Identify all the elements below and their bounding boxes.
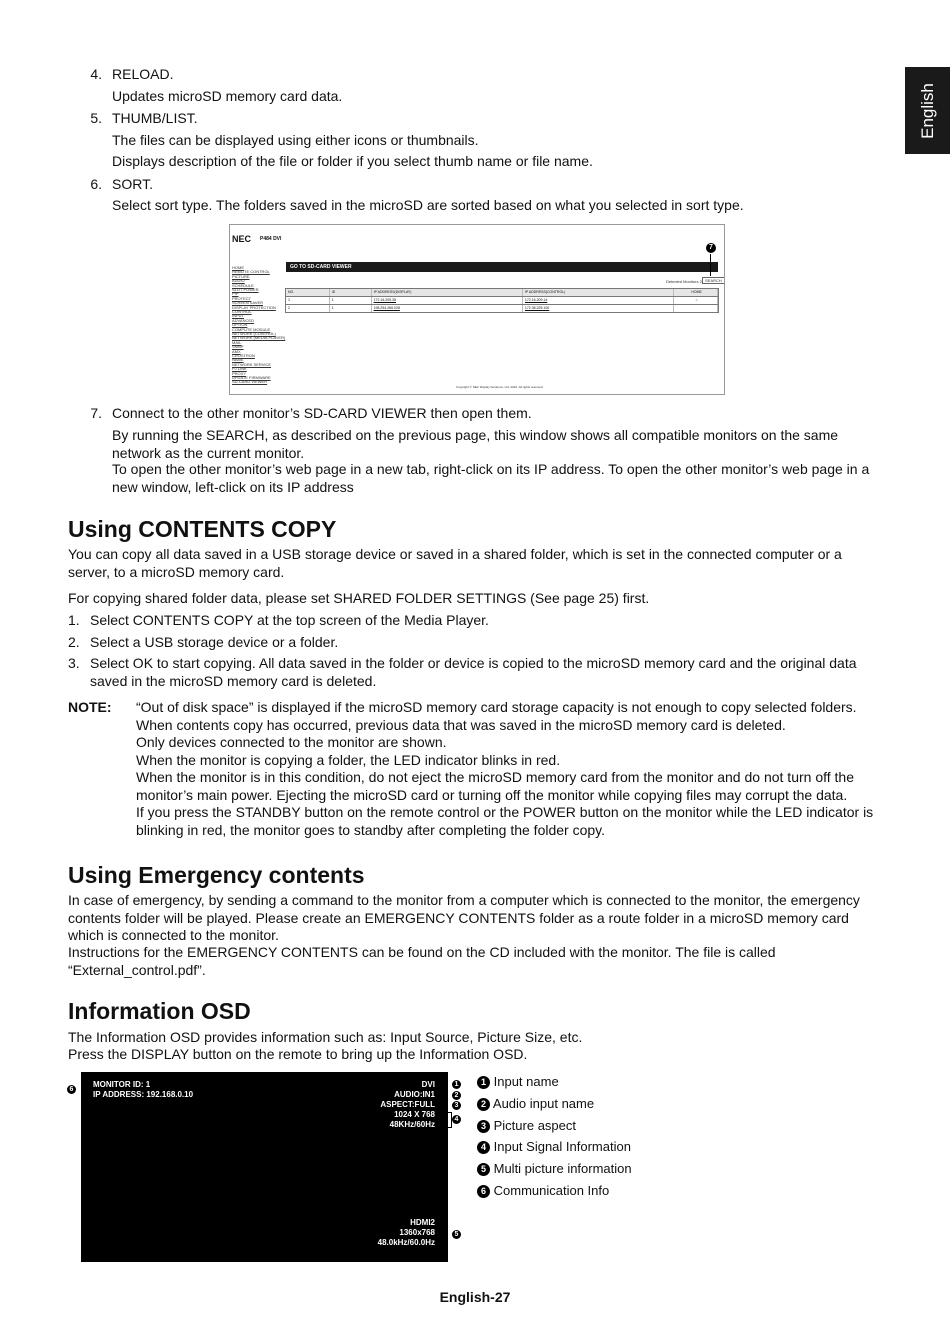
note-label: NOTE: — [68, 699, 112, 715]
table-cell — [674, 305, 718, 312]
table-header-cell: NO. — [286, 289, 330, 296]
list-item: 1 Input name — [477, 1071, 632, 1093]
nav-menu-item[interactable]: PJ LINK — [232, 366, 247, 372]
section-heading: Using Emergency contents — [68, 862, 365, 888]
number-2-icon: 2 — [477, 1098, 490, 1111]
table-cell: ○ — [674, 297, 718, 304]
number-5-icon: 5 — [477, 1163, 490, 1176]
callout-1-icon: 1 — [452, 1080, 461, 1089]
osd-legend — [477, 1071, 632, 1202]
callout-badge: 7 — [706, 243, 716, 253]
list-item: 4 Input Signal Information — [477, 1136, 632, 1158]
nav-menu-item[interactable]: PICTURE — [232, 273, 250, 279]
sd-card-viewer-screenshot: NEC P484 DVI GO TO SD-CARD VIEWER 7 Detected Monitors 2 SEARCH HOME REMOTE CONTROL PICTURE AUDIO SCHEDULE SLOT POWER PIP PROTECT SCREEN SAVER DISPLAY PROTECTION CONTROL INPUT ADVANCED OPTION COMPUTE MODULE NETWORK (CONTROL) NETWORK (MEDIA PLAYER) MAIL SNMP AMX CROSTRON NAME NETWORK SERVICE PJ LINK PROXY UPDATE FIRMWARE SD-CARD VIEWER NO. ID IP ADDRESS(DISPLAY) IP ADDRESS(CONTROL) HOME 1 1 172.16.209.35 172.16.209.14 ○ 2 1 198.254.266.028 172.35.225.100 Copyright © NEC Display Solutions, Ltd. 2016. All rights reserved. — [229, 224, 725, 395]
list-item: 2 Audio input name — [477, 1093, 632, 1115]
nav-menu-item[interactable]: SNMP — [232, 344, 244, 350]
nav-menu-item[interactable]: UPDATE FIRMWARE — [232, 375, 271, 380]
table-cell: 2 — [286, 305, 330, 312]
table-header-cell: IP ADDRESS(CONTROL) — [523, 289, 674, 296]
callout-5-icon: 5 — [452, 1230, 461, 1239]
callout-4-icon: 4 — [452, 1115, 461, 1124]
callout-6-icon: 6 — [67, 1085, 76, 1094]
nav-menu-item[interactable]: NETWORK (CONTROL) — [232, 331, 276, 336]
nav-menu-item[interactable]: SCHEDULE — [232, 282, 254, 288]
table-header-cell: HOME — [674, 289, 718, 296]
number-3-icon: 3 — [477, 1120, 490, 1133]
osd-input-info: DVI AUDIO:IN1 ASPECT:FULL 1024 X 768 48KHz/60Hz — [380, 1080, 435, 1129]
monitor-table — [285, 288, 719, 313]
nav-menu-item[interactable]: HOME — [232, 265, 244, 270]
number-4-icon: 4 — [477, 1141, 490, 1154]
table-header-cell: ID — [330, 289, 372, 296]
nav-menu-item[interactable]: AUDIO — [232, 278, 245, 284]
table-row — [285, 305, 719, 313]
osd-multi-picture-info: HDMI2 1360x768 48.0kHz/60.0Hz — [377, 1218, 435, 1247]
table-cell[interactable]: 172.35.225.100 — [523, 305, 674, 312]
nav-menu-item[interactable]: OPTION — [232, 322, 248, 328]
banner: GO TO SD-CARD VIEWER — [286, 262, 718, 272]
table-cell[interactable]: 198.254.266.028 — [372, 305, 523, 312]
table-header-cell: IP ADDRESS(DISPLAY) — [372, 289, 523, 296]
list-item: 6 Communication Info — [477, 1180, 632, 1202]
nav-menu-item[interactable]: CONTROL — [232, 309, 252, 314]
section-heading: Information OSD — [68, 998, 251, 1024]
search-button[interactable]: SEARCH — [702, 277, 725, 284]
language-tab: English — [905, 67, 950, 154]
nav-menu-item[interactable]: NAME — [232, 357, 244, 363]
nav-menu-item[interactable]: NETWORK SERVICE — [232, 361, 272, 367]
table-cell[interactable]: 172.16.209.14 — [523, 297, 674, 304]
table-cell: 1 — [330, 305, 372, 312]
nav-menu-item[interactable]: REMOTE CONTROL — [232, 269, 270, 275]
table-cell: 1 — [330, 297, 372, 304]
nav-menu-item[interactable]: SD-CARD VIEWER — [232, 379, 268, 385]
callout-2-icon: 2 — [452, 1091, 461, 1100]
nav-menu-item[interactable]: CROSTRON — [232, 353, 255, 358]
nav-menu-item[interactable]: PROXY — [232, 370, 247, 376]
table-row — [285, 297, 719, 305]
information-osd — [81, 1072, 448, 1262]
nav-menu-item[interactable]: NETWORK (MEDIA PLAYER) — [232, 335, 286, 341]
nav-menu-item[interactable]: ADVANCED — [232, 317, 254, 323]
nav-menu-item[interactable]: COMPUTE MODULE — [232, 326, 271, 332]
nec-logo: NEC — [232, 234, 252, 244]
list-item: 5 Multi picture information — [477, 1158, 632, 1180]
nav-menu-item[interactable]: PROTECT — [232, 295, 252, 301]
nav-menu-item[interactable]: SCREEN SAVER — [232, 300, 264, 306]
list-item: 3 Picture aspect — [477, 1115, 632, 1137]
section-heading: Using CONTENTS COPY — [68, 516, 337, 542]
table-cell[interactable]: 172.16.209.35 — [372, 297, 523, 304]
nav-menu-item[interactable]: AMX — [232, 348, 241, 354]
table-header-row — [285, 288, 719, 297]
callout-3-icon: 3 — [452, 1101, 461, 1110]
number-6-icon: 6 — [477, 1185, 490, 1198]
nav-menu-item[interactable]: MAIL — [232, 339, 242, 345]
nav-menu-item[interactable]: DISPLAY PROTECTION — [232, 304, 276, 310]
page-number: English-27 — [439, 1289, 511, 1305]
nav-menu-item[interactable]: PIP — [232, 291, 239, 297]
note-body: “Out of disk space” is displayed if the microSD memory card storage capacity is not enough to copy selected folders. When contents copy has occurred, previous data that was saved in the microSD memory card is deleted. Only devices connected to the monitor are shown. When the monitor is copying a folder, the LED indicator blinks in red. When the monitor is in this condition, do not eject the microSD memory card from the monitor and do not turn off the monitor’s main power. Ejecting the microSD card or turning off the monitor while copying files may corrupt the data. If you press the STANDBY button on the remote control or the POWER button on the monitor while the LED indicator is blinking in red, the monitor goes to standby after completing the folder copy. — [136, 699, 874, 838]
nav-menu-item[interactable]: SLOT POWER — [232, 287, 259, 292]
number-1-icon: 1 — [477, 1076, 490, 1089]
table-cell: 1 — [286, 297, 330, 304]
nav-menu-item[interactable]: INPUT — [232, 313, 244, 319]
osd-communication-info: MONITOR ID: 1 IP ADDRESS: 192.168.0.10 — [93, 1080, 194, 1099]
callout-line — [710, 254, 711, 276]
